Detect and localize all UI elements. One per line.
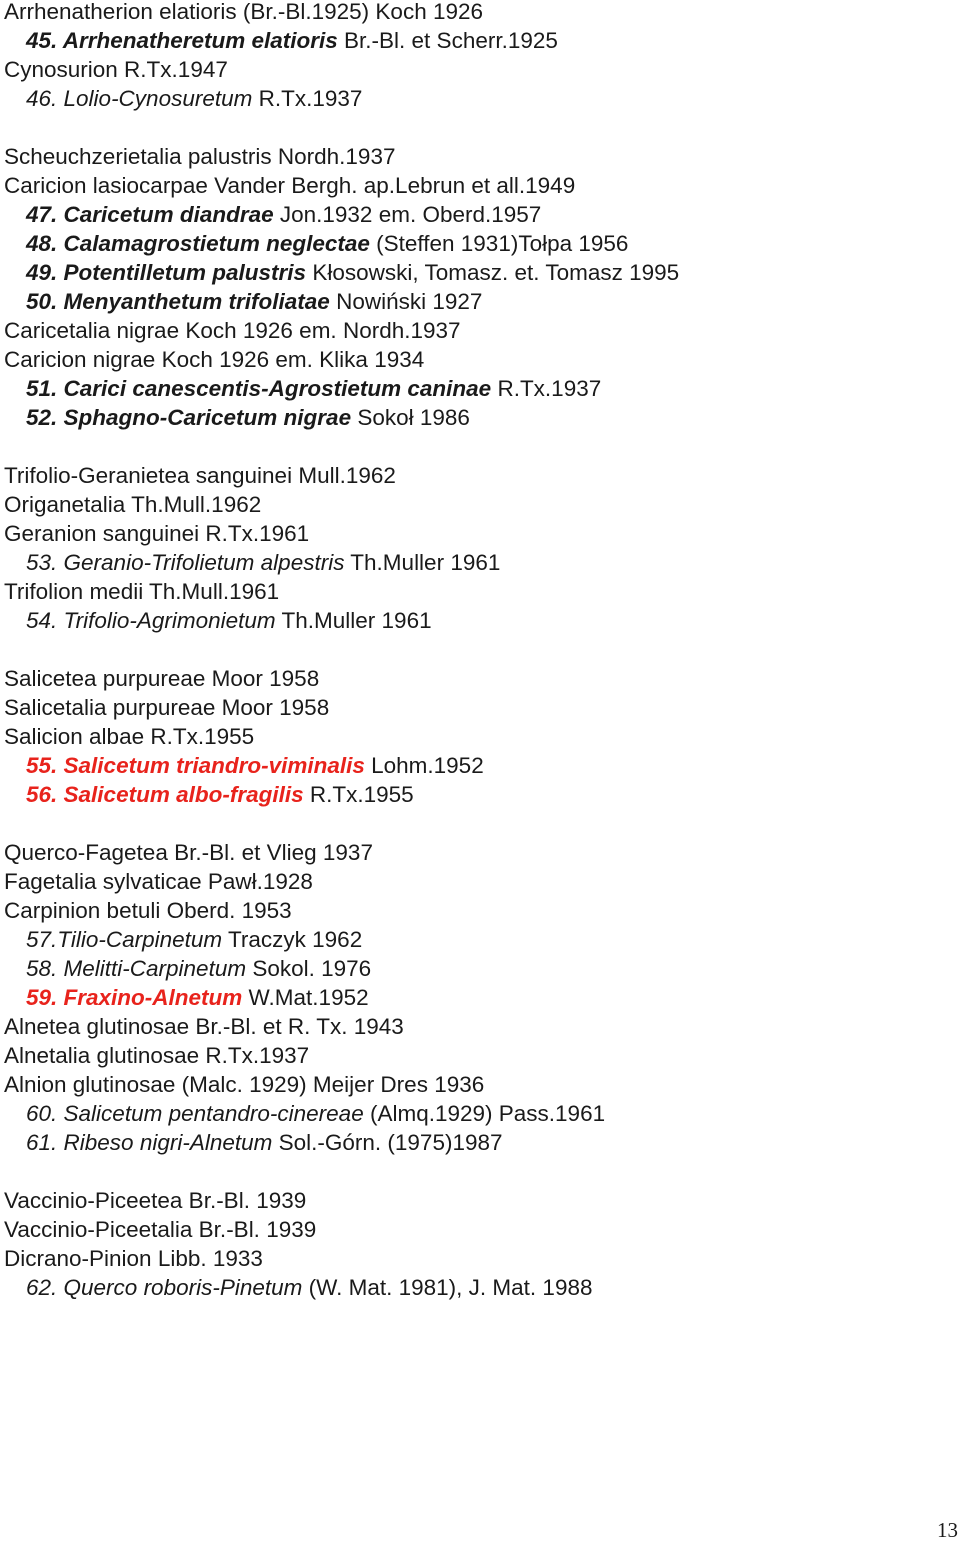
alliance-heading: Alnion glutinosae (Malc. 1929) Meijer Dres 1936 [4, 1072, 485, 1097]
page-number: 13 [937, 1518, 958, 1542]
class-heading: Trifolio-Geranietea sanguinei Mull.1962 [4, 463, 396, 488]
association-name: Potentilletum palustris [63, 260, 307, 285]
association-entry [26, 1128, 503, 1157]
class-heading: Vaccinio-Piceetea Br.-Bl. 1939 [4, 1188, 307, 1213]
association-entry [26, 983, 369, 1012]
association-entry [26, 403, 470, 432]
association-author: Sokoł 1986 [351, 405, 470, 430]
association-entry [26, 258, 679, 287]
association-entry [26, 954, 371, 983]
association-entry [26, 925, 362, 954]
association-entry [26, 26, 558, 55]
order-heading: Alnetalia glutinosae R.Tx.1937 [4, 1043, 310, 1068]
alliance-heading: Cynosurion R.Tx.1947 [4, 57, 228, 82]
association-number: 56. [26, 782, 64, 807]
association-author: Th.Muller 1961 [344, 550, 501, 575]
association-entry [26, 1273, 593, 1302]
association-name: Fraxino-Alnetum [63, 985, 243, 1010]
association-author: Kłosowski, Tomasz. et. Tomasz 1995 [306, 260, 680, 285]
association-name: Ribeso nigri-Alnetum [63, 1130, 273, 1155]
association-entry [26, 606, 432, 635]
association-author: W.Mat.1952 [242, 985, 369, 1010]
order-heading: Fagetalia sylvaticae Pawł.1928 [4, 869, 313, 894]
association-number: 52. [26, 405, 64, 430]
association-author: (W. Mat. 1981), J. Mat. 1988 [302, 1275, 593, 1300]
association-number: 53. [26, 550, 64, 575]
association-entry [26, 548, 500, 577]
association-author: Lohm.1952 [364, 753, 484, 778]
association-name: Salicetum triandro-viminalis [63, 753, 365, 778]
association-name: Tilio-Carpinetum [57, 927, 223, 952]
association-number: 57. [26, 927, 58, 952]
association-number: 48. [26, 231, 64, 256]
association-entry [26, 751, 484, 780]
alliance-heading: Dicrano-Pinion Libb. 1933 [4, 1246, 263, 1271]
alliance-heading: Trifolion medii Th.Mull.1961 [4, 579, 280, 604]
association-entry [26, 1099, 605, 1128]
association-author: R.Tx.1937 [252, 86, 363, 111]
association-name: Sphagno-Caricetum nigrae [63, 405, 352, 430]
association-name: Lolio-Cynosuretum [63, 86, 253, 111]
association-author: Th.Muller 1961 [275, 608, 432, 633]
association-author: Nowiński 1927 [329, 289, 483, 314]
association-number: 54. [26, 608, 64, 633]
association-name: Salicetum pentandro-cinereae [63, 1101, 364, 1126]
association-entry [26, 780, 414, 809]
association-number: 62. [26, 1275, 64, 1300]
association-number: 47. [26, 202, 64, 227]
association-number: 45. [26, 28, 63, 53]
class-heading: Querco-Fagetea Br.-Bl. et Vlieg 1937 [4, 840, 373, 865]
association-entry [26, 229, 628, 258]
association-author: Traczyk 1962 [222, 927, 363, 952]
alliance-heading: Arrhenatherion elatioris (Br.-Bl.1925) Koch 1926 [4, 0, 484, 24]
alliance-heading: Salicion albae R.Tx.1955 [4, 724, 255, 749]
alliance-heading: Caricion nigrae Koch 1926 em. Klika 1934 [4, 347, 425, 372]
association-number: 51. [26, 376, 64, 401]
association-name: Menyanthetum trifoliatae [63, 289, 330, 314]
association-number: 58. [26, 956, 64, 981]
association-entry [26, 200, 541, 229]
association-author: Sokol. 1976 [246, 956, 372, 981]
association-number: 50. [26, 289, 64, 314]
association-name: Salicetum albo-fragilis [63, 782, 304, 807]
association-number: 60. [26, 1101, 64, 1126]
association-name: Trifolio-Agrimonietum [63, 608, 276, 633]
association-name: Carici canescentis-Agrostietum caninae [63, 376, 492, 401]
class-heading: Alnetea glutinosae Br.-Bl. et R. Tx. 1943 [4, 1014, 404, 1039]
order-heading: Origanetalia Th.Mull.1962 [4, 492, 262, 517]
association-author: (Steffen 1931)Tołpa 1956 [369, 231, 629, 256]
alliance-heading: Geranion sanguinei R.Tx.1961 [4, 521, 310, 546]
association-name: Melitti-Carpinetum [63, 956, 247, 981]
association-number: 49. [26, 260, 64, 285]
alliance-heading: Caricion lasiocarpae Vander Bergh. ap.Lebrun et all.1949 [4, 173, 576, 198]
association-name: Caricetum diandrae [63, 202, 274, 227]
association-entry [26, 287, 482, 316]
association-name: Geranio-Trifolietum alpestris [63, 550, 345, 575]
association-name: Querco roboris-Pinetum [63, 1275, 303, 1300]
class-heading: Salicetea purpureae Moor 1958 [4, 666, 320, 691]
association-name: Calamagrostietum neglectae [63, 231, 370, 256]
association-author: Jon.1932 em. Oberd.1957 [273, 202, 542, 227]
order-heading: Vaccinio-Piceetalia Br.-Bl. 1939 [4, 1217, 317, 1242]
order-heading: Salicetalia purpureae Moor 1958 [4, 695, 330, 720]
association-author: Br.-Bl. et Scherr.1925 [337, 28, 558, 53]
association-author: Sol.-Górn. (1975)1987 [272, 1130, 503, 1155]
association-number: 61. [26, 1130, 64, 1155]
association-number: 46. [26, 86, 64, 111]
alliance-heading: Carpinion betuli Oberd. 1953 [4, 898, 292, 923]
association-entry [26, 374, 601, 403]
association-author: R.Tx.1955 [303, 782, 414, 807]
association-author: (Almq.1929) Pass.1961 [363, 1101, 606, 1126]
association-name: Arrhenatheretum elatioris [62, 28, 338, 53]
association-number: 59. [26, 985, 64, 1010]
association-number: 55. [26, 753, 64, 778]
association-entry [26, 84, 362, 113]
association-author: R.Tx.1937 [491, 376, 602, 401]
order-heading: Caricetalia nigrae Koch 1926 em. Nordh.1937 [4, 318, 461, 343]
order-heading: Scheuchzerietalia palustris Nordh.1937 [4, 144, 396, 169]
